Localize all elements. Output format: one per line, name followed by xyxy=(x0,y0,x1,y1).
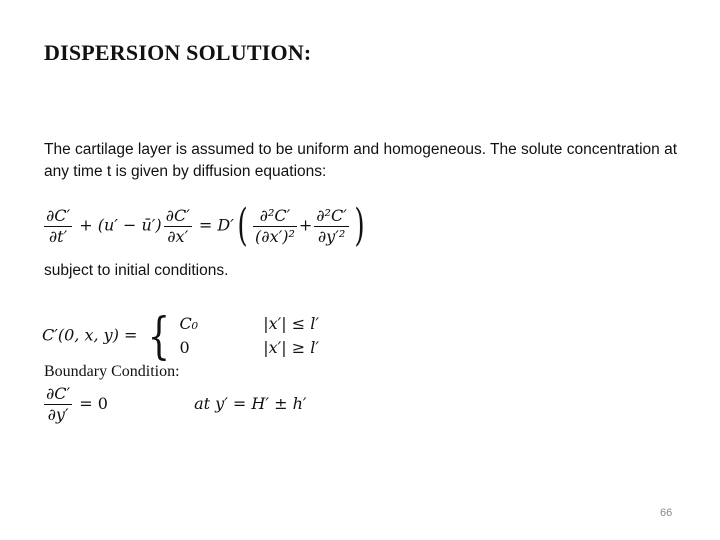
fraction-d2C-dx2 xyxy=(253,206,297,247)
case1-value: C₀ xyxy=(179,314,199,333)
right-paren: ) xyxy=(354,200,365,251)
fraction-dC-dy xyxy=(44,384,72,425)
boundary-condition-label: Boundary Condition: xyxy=(44,363,180,380)
denominator: (∂x′)² xyxy=(255,226,295,246)
case1-condition: |x′| ≤ l′ xyxy=(263,314,319,333)
advection-term: + (u′ − ū′) xyxy=(74,215,162,235)
numerator: ∂C′ xyxy=(165,205,190,225)
denominator: ∂x′ xyxy=(164,226,192,247)
boundary-condition-equation xyxy=(42,384,307,425)
plus-sign: + xyxy=(298,215,313,235)
boundary-rhs: = 0 xyxy=(79,394,108,413)
initial-condition-equation xyxy=(42,307,319,365)
denominator: ∂y′ xyxy=(44,404,72,425)
fraction-d2C-dy2 xyxy=(314,206,349,247)
diffusion-equation xyxy=(42,200,368,251)
numerator: ∂C′ xyxy=(46,205,71,225)
numerator: ∂²C′ xyxy=(316,205,347,225)
numerator: ∂C′ xyxy=(46,384,71,403)
left-brace: { xyxy=(147,307,170,365)
fraction-dC-dx xyxy=(164,206,192,247)
at-label: at xyxy=(194,394,211,413)
intro-paragraph: The cartilage layer is assumed to be uniform and homogeneous. The solute concentration at any time t is given by diffusion equations: xyxy=(44,141,678,180)
denominator: ∂t′ xyxy=(44,226,72,247)
case2-value: 0 xyxy=(179,338,190,357)
numerator: ∂²C′ xyxy=(259,205,291,225)
boundary-location: y′ = H′ ± h′ xyxy=(215,394,307,413)
initial-lhs: C′(0, x, y) = xyxy=(42,325,138,345)
initial-conditions-text: subject to initial conditions. xyxy=(44,262,229,279)
case-conditions xyxy=(263,312,319,360)
page-number: 66 xyxy=(660,507,673,519)
denominator: ∂y′² xyxy=(314,226,349,247)
fraction-dC-dt xyxy=(44,206,72,247)
case2-condition: |x′| ≥ l′ xyxy=(263,338,319,357)
slide-title: DISPERSION SOLUTION: xyxy=(44,40,312,65)
left-paren: ( xyxy=(237,200,248,251)
equals-diffusivity: = D′ xyxy=(193,215,234,235)
case-values xyxy=(179,312,198,360)
